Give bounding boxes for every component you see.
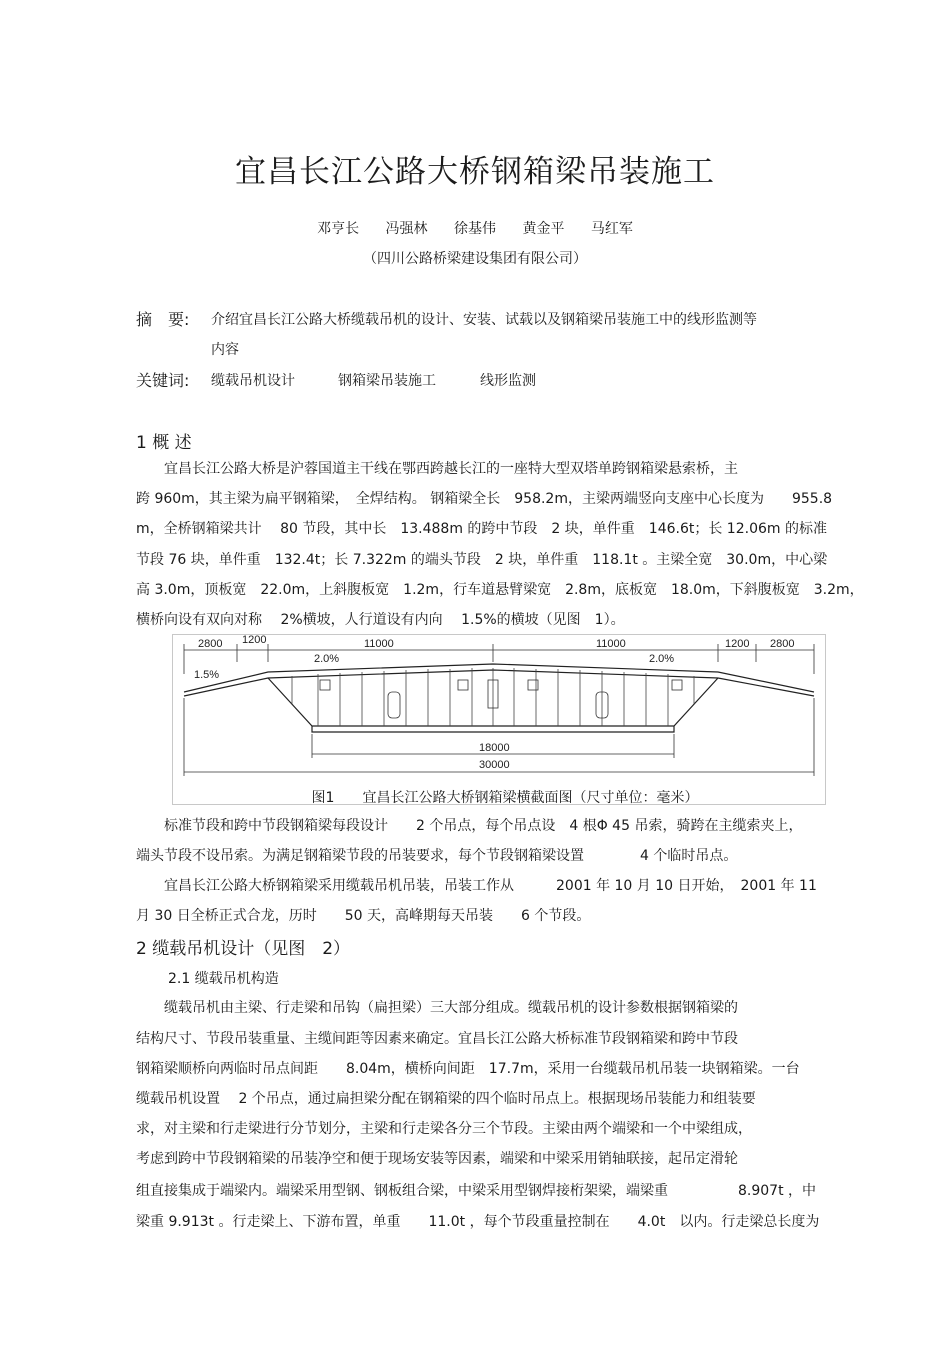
paragraph-line: 钢箱梁顺桥向两临时吊点间距 8.04m，横桥向间距 17.7m，采用一台缆载吊机吊装一块钢箱梁。一台 bbox=[136, 1061, 800, 1077]
keywords-label: 关键词: bbox=[136, 371, 190, 390]
abstract-line-1: 介绍宜昌长江公路大桥缆载吊机的设计、安装、试载以及钢箱梁吊装施工中的线形监测等 bbox=[211, 312, 757, 328]
keyword-2: 钢箱梁吊装施工 bbox=[338, 373, 436, 389]
paragraph-line: 结构尺寸、节段吊装重量、主缆间距等因素来确定。宜昌长江公路大桥标准节段钢箱梁和跨中节段 bbox=[136, 1031, 738, 1047]
paragraph-line: 组直接集成于端梁内。端梁采用型钢、钢板组合梁，中梁采用型钢焊接桁架梁，端梁重 8.907t ，中 bbox=[136, 1183, 817, 1199]
cross-section-drawing bbox=[172, 634, 826, 806]
keyword-1: 缆载吊机设计 bbox=[211, 373, 295, 389]
paragraph-line: m，全桥钢箱梁共计 80 节段，其中长 13.488m 的跨中节段 2 块，单件重 146.6t；长 12.06m 的标准 bbox=[136, 521, 827, 537]
figure-1-cross-section bbox=[172, 634, 826, 806]
paragraph-line: 跨 960m，其主梁为扁平钢箱梁， 全焊结构。 钢箱梁全长 958.2m，主梁两端竖向支座中心长度为 955.8 bbox=[136, 491, 833, 507]
paragraph-line: 宜昌长江公路大桥是沪蓉国道主干线在鄂西跨越长江的一座特大型双塔单跨钢箱梁悬索桥，主 bbox=[136, 461, 738, 477]
paragraph-line: 端头节段不设吊索。为满足钢箱梁节段的吊装要求，每个节段钢箱梁设置 4 个临时吊点。 bbox=[136, 848, 738, 864]
dim-top-1: 2800 bbox=[198, 638, 223, 650]
paragraph-line: 求，对主梁和行走梁进行分节划分，主梁和行走梁各分三个节段。主梁由两个端梁和一个中梁组成， bbox=[136, 1121, 752, 1137]
dim-top-5: 1200 bbox=[725, 638, 750, 650]
paragraph-line: 月 30 日全桥正式合龙，历时 50 天，高峰期每天吊装 6 个节段。 bbox=[136, 908, 591, 924]
figure-1-caption: 图1 宜昌长江公路大桥钢箱梁横截面图（尺寸单位：毫米） bbox=[311, 790, 699, 806]
dim-top-3: 11000 bbox=[364, 638, 394, 650]
paragraph-line: 考虑到跨中节段钢箱梁的吊装净空和便于现场安装等因素，端梁和中梁采用销轴联接，起吊定滑轮 bbox=[136, 1151, 738, 1167]
dim-bottom-outer: 30000 bbox=[479, 759, 510, 771]
paragraph-line: 标准节段和跨中节段钢箱梁每段设计 2 个吊点，每个吊点设 4 根Φ 45 吊索，骑跨在主缆索夹上， bbox=[136, 818, 803, 834]
affiliation: （四川公路桥梁建设集团有限公司） bbox=[363, 251, 587, 267]
section-2-heading: 2 缆载吊机设计（见图 2） bbox=[136, 939, 351, 959]
page-title: 宜昌长江公路大桥钢箱梁吊装施工 bbox=[235, 154, 715, 190]
section-1-heading: 1 概 述 bbox=[136, 433, 192, 453]
slope-mid-right: 2.0% bbox=[649, 653, 675, 665]
abstract-label: 摘 要: bbox=[136, 310, 190, 329]
keyword-3: 线形监测 bbox=[480, 373, 536, 389]
paragraph-line: 缆载吊机由主梁、行走梁和吊钩（扁担梁）三大部分组成。缆载吊机的设计参数根据钢箱梁的 bbox=[136, 1000, 738, 1016]
dim-top-6: 2800 bbox=[770, 638, 795, 650]
subsection-2-1-heading: 2.1 缆载吊机构造 bbox=[168, 971, 279, 987]
dim-bottom-inner: 18000 bbox=[479, 742, 510, 754]
paragraph-line: 宜昌长江公路大桥钢箱梁采用缆载吊机吊装，吊装工作从 2001 年 10 月 10 日开始， 2001 年 11 bbox=[136, 878, 817, 894]
slope-left: 1.5% bbox=[194, 669, 220, 681]
authors: 邓亨长 冯强林 徐基伟 黄金平 马红军 bbox=[317, 221, 633, 237]
paragraph-line: 高 3.0m，顶板宽 22.0m，上斜腹板宽 1.2m，行车道悬臂梁宽 2.8m，底板宽 18.0m，下斜腹板宽 3.2m， bbox=[136, 582, 864, 598]
paragraph-line: 横桥向设有双向对称 2%横坡，人行道设有内向 1.5%的横坡（见图 1）。 bbox=[136, 612, 625, 628]
paragraph-line: 节段 76 块，单件重 132.4t；长 7.322m 的端头节段 2 块，单件重 118.1t 。主梁全宽 30.0m，中心梁 bbox=[136, 552, 828, 568]
paragraph-line: 缆载吊机设置 2 个吊点，通过扁担梁分配在钢箱梁的四个临时吊点上。根据现场吊装能力和组装要 bbox=[136, 1091, 756, 1107]
dim-top-2: 1200 bbox=[242, 634, 267, 646]
slope-mid-left: 2.0% bbox=[314, 653, 340, 665]
dim-top-4: 11000 bbox=[596, 638, 626, 650]
paragraph-line: 梁重 9.913t 。行走梁上、下游布置，单重 11.0t ，每个节段重量控制在 4.0t 以内。行走梁总长度为 bbox=[136, 1214, 820, 1230]
abstract-line-2: 内容 bbox=[211, 342, 239, 358]
